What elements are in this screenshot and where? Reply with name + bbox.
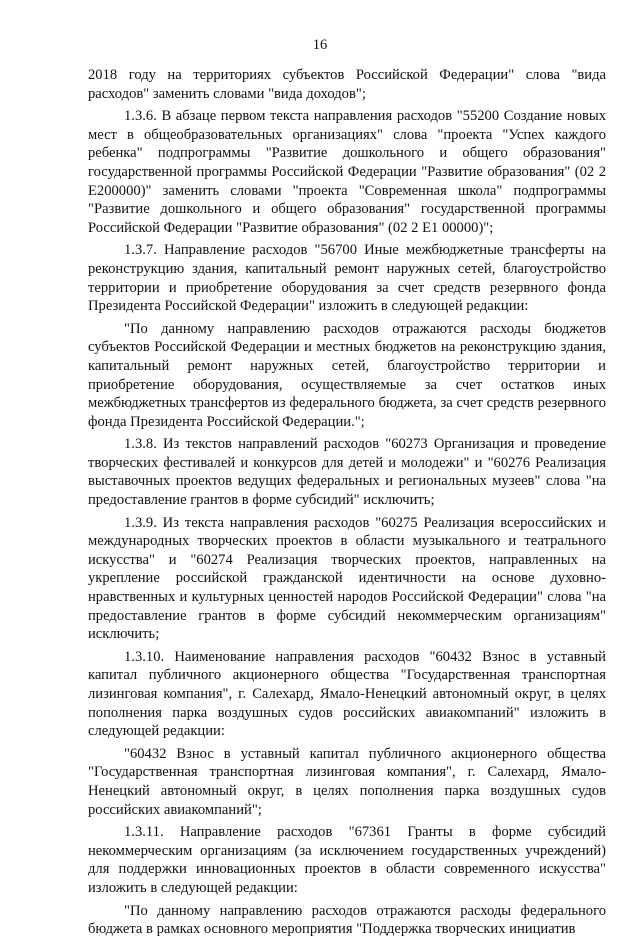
paragraph-1-3-11: 1.3.11. Направление расходов "67361 Гранты в форме субсидий некоммерческим организациям (за исключением государственных учреждений) для поддержки инновационных проектов в области современного искусства" изложить в следующей редакции: xyxy=(88,824,606,896)
paragraph-1-3-9: 1.3.9. Из текста направления расходов "60275 Реализация всероссийских и международных творческих проектов в области музыкального и театрального искусства" и "60274 Реализация творческих проектов, направленных на укрепление российской гражданской идентичности на основе духовно-нравственных и культурных ценностей народов Российской Федерации" слова "на предоставление грантов в форме субсидий некоммерческим организациям" исключить; xyxy=(88,514,606,643)
paragraph-1-3-10-quote: "60432 Взнос в уставный капитал публичного акционерного общества "Государственная транспортная лизинговая компания", г. Салехард, Ямало-Ненецкий автономный округ, в целях пополнения парка воздушных судов российских авиакомпаний"; xyxy=(88,745,606,818)
paragraph-1-3-7-quote: "По данному направлению расходов отражаются расходы бюджетов субъектов Российской Федерации и местных бюджетов на реконструкцию здания, капитальный ремонт наружных сетей, благоустройство территории и приобретение оборудования, осуществляемые за счет остатков иных межбюджетных трансфертов из федерального бюджета, за счет средств резервного фонда Президента Российской Федерации."; xyxy=(88,320,606,430)
paragraph-1-3-8: 1.3.8. Из текстов направлений расходов "60273 Организация и проведение творческих фестивалей и конкурсов для детей и молодежи" и "60276 Реализация выставочных проектов ведущих федеральных и региональных музеев" слова "на предоставление грантов в форме субсидий" исключить; xyxy=(88,436,606,509)
paragraph-1-3-7: 1.3.7. Направление расходов "56700 Иные межбюджетные трансферты на реконструкцию здания, капитальный ремонт наружных сетей, благоустройство территории и приобретение оборудования за счет средств резервного фонда Президента Российской Федерации" изложить в следующей редакции: xyxy=(88,242,606,315)
paragraph-continuation: 2018 году на территориях субъектов Российской Федерации" слова "вида расходов" заменить словами "вида доходов"; xyxy=(88,67,606,102)
paragraph-1-3-11-quote: "По данному направлению расходов отражаются расходы федерального бюджета в рамках основного мероприятия "Поддержка творческих инициатив xyxy=(88,902,606,938)
document-body xyxy=(88,66,606,939)
page-number: 16 xyxy=(312,37,328,53)
paragraph-1-3-6: 1.3.6. В абзаце первом текста направления расходов "55200 Создание новых мест в общеобразовательных организациях" слова "проекта "Успех каждого ребенка" подпрограммы "Развитие дошкольного и общего образования" государственной программы Российской Федерации "Развитие образования" (02 2 Е200000)" заменить словами "проекта "Современная школа" подпрограммы "Развитие дошкольного и общего образования" государственной программы Российской Федерации "Развитие образования" (02 2 Е1 00000)"; xyxy=(88,108,606,236)
paragraph-1-3-10: 1.3.10. Наименование направления расходов "60432 Взнос в уставный капитал публичного акционерного общества "Государственная транспортная лизинговая компания", г. Салехард, Ямало-Ненецкий автономный округ, в целях пополнения парка воздушных судов российских авиакомпаний" изложить в следующей редакции: xyxy=(88,648,606,740)
